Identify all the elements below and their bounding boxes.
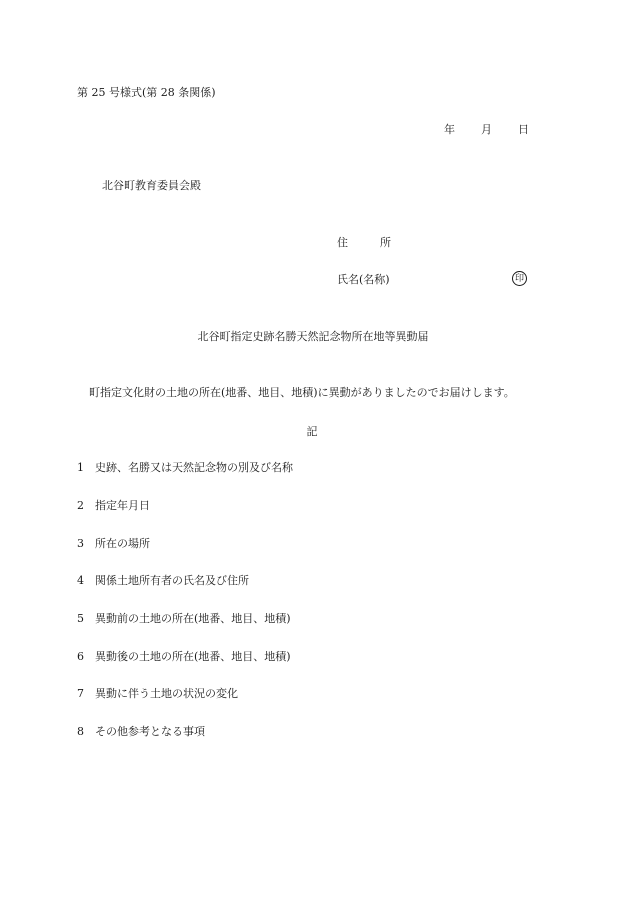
list-item-text: 史跡、名勝又は天然記念物の別及び名称	[95, 461, 293, 474]
name-label: 氏名(名称)	[337, 273, 390, 286]
list-item-number: 1	[77, 461, 84, 474]
list-item-number: 3	[77, 537, 84, 550]
date-line	[444, 123, 529, 137]
list-item	[77, 537, 150, 551]
list-item	[77, 650, 291, 664]
ki-heading	[0, 425, 630, 439]
list-item-text: その他参考となる事項	[95, 725, 205, 738]
list-item-number: 5	[77, 612, 84, 625]
list-item-text: 異動後の土地の所在(地番、地目、地積)	[95, 650, 291, 663]
seal-mark: 印	[512, 271, 527, 286]
list-item-text: 異動前の土地の所在(地番、地目、地積)	[95, 612, 291, 625]
list-item-text: 指定年月日	[95, 499, 150, 512]
list-item-text: 関係土地所有者の氏名及び住所	[95, 574, 249, 587]
address-label	[337, 236, 391, 250]
list-item	[77, 725, 205, 739]
list-item-number: 8	[77, 725, 84, 738]
date-month-label: 月	[481, 123, 492, 136]
address-label-char-1: 住	[337, 236, 348, 249]
ki-heading-text: 記	[306, 425, 318, 438]
list-item	[77, 574, 249, 588]
list-item-number: 7	[77, 687, 84, 700]
document-title-text: 北谷町指定史跡名勝天然記念物所在地等異動届	[197, 330, 429, 343]
list-item	[77, 687, 238, 701]
list-item	[77, 612, 291, 626]
list-item	[77, 499, 150, 513]
address-label-char-2: 所	[380, 236, 391, 249]
list-item-number: 4	[77, 574, 84, 587]
body-text: 町指定文化財の土地の所在(地番、地目、地積)に異動がありましたのでお届けします。	[89, 386, 515, 399]
addressee: 北谷町教育委員会殿	[102, 179, 201, 192]
date-day-label: 日	[518, 123, 529, 136]
list-item-text: 所在の場所	[95, 537, 150, 550]
list-item-number: 6	[77, 650, 84, 663]
list-item-text: 異動に伴う土地の状況の変化	[95, 687, 238, 700]
date-year-label: 年	[444, 123, 455, 136]
form-number: 第 25 号様式(第 28 条関係)	[77, 86, 216, 99]
list-item-number: 2	[77, 499, 84, 512]
list-item	[77, 461, 293, 475]
document-title	[0, 330, 630, 344]
